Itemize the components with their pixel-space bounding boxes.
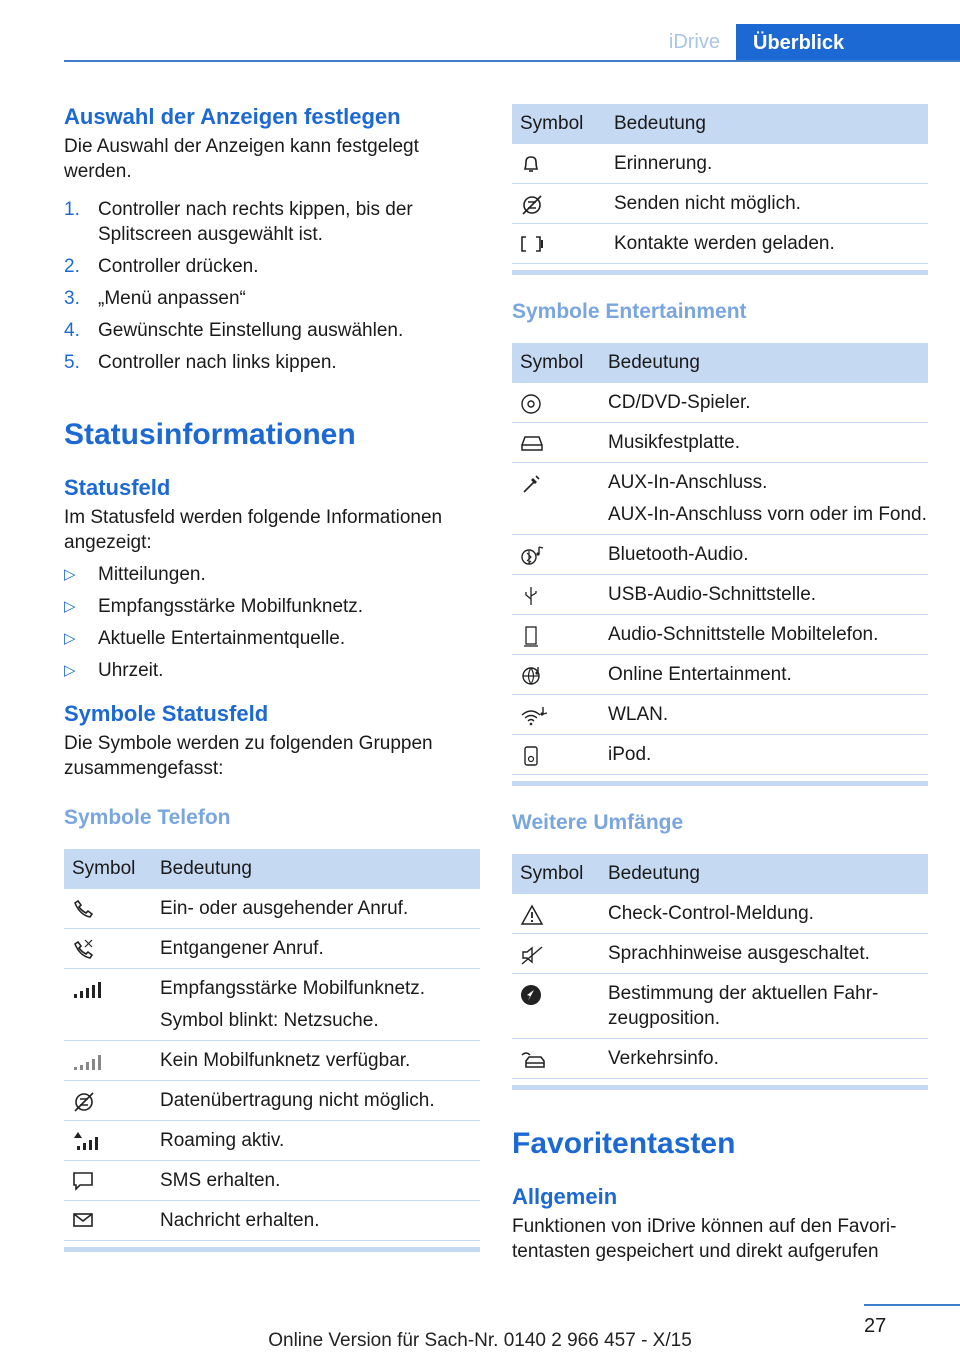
row-text: Erinnerung. [606, 144, 928, 184]
table-row [512, 575, 928, 615]
missed-call-icon [72, 939, 94, 959]
row-text: Verkehrsinfo. [600, 1039, 928, 1079]
data-blocked-icon [72, 1091, 96, 1113]
left-column [64, 100, 480, 1252]
row-text: USB-Audio-Schnittstelle. [600, 575, 928, 615]
table-row [64, 1201, 480, 1241]
weitere-umfaenge-heading: Weitere Umfänge [512, 811, 684, 834]
table-row [64, 929, 480, 969]
table-row [512, 695, 928, 735]
row-text: Bestimmung der aktuellen Fahr-zeugposition. [600, 974, 928, 1039]
table-row [512, 655, 928, 695]
table-end-rule [512, 1085, 928, 1090]
header-rule [64, 60, 960, 62]
phone-icon [72, 899, 94, 919]
footer-text: Online Version für Sach-Nr. 0140 2 966 457 - X/15 [268, 1330, 692, 1351]
header-tab-ueberblick: Überblick [736, 24, 960, 62]
table-row [512, 144, 928, 184]
aux-icon [520, 473, 542, 495]
page-number: 27 [864, 1304, 960, 1346]
auswahl-heading: Auswahl der Anzeigen festlegen [64, 104, 401, 129]
harddisk-icon [520, 433, 544, 453]
list-item: ▷ Mitteilungen. [64, 564, 206, 585]
table-end-rule [64, 1247, 480, 1252]
sms-icon [72, 1171, 94, 1191]
row-text: Online Entertainment. [600, 655, 928, 695]
bluetooth-audio-icon [520, 545, 546, 567]
table-row [512, 423, 928, 463]
no-network-icon [72, 1051, 102, 1071]
row-text: iPod. [600, 735, 928, 775]
col-symbol: Symbol [512, 343, 600, 383]
traffic-info-icon [520, 1049, 548, 1071]
step-item: 4. Gewünschte Einstellung auswählen. [64, 320, 404, 341]
auswahl-steps [64, 197, 480, 375]
list-item: ▷ Uhrzeit. [64, 660, 164, 681]
row-text: Empfangsstärke Mobilfunknetz. Symbol blinkt: Netzsuche. [152, 969, 480, 1041]
auswahl-intro: Die Auswahl der Anzeigen kann festgelegt werden. [64, 136, 419, 182]
cd-icon [520, 393, 542, 415]
table-row [64, 969, 480, 1041]
symbole-statusfeld-heading: Symbole Statusfeld [64, 701, 269, 726]
row-text: Check-Control-Meldung. [600, 894, 928, 934]
bell-icon [520, 154, 542, 174]
row-text: Entgangener Anruf. [152, 929, 480, 969]
contacts-loading-icon [520, 234, 544, 254]
col-symbol: Symbol [512, 854, 600, 894]
row-text: Sprachhinweise ausgeschaltet. [600, 934, 928, 974]
favoritentasten-heading: Favoritentasten [512, 1127, 736, 1160]
table-row [64, 1041, 480, 1081]
warning-icon [520, 904, 544, 926]
table-row [512, 224, 928, 264]
col-symbol: Symbol [64, 849, 152, 889]
allgemein-heading: Allgemein [512, 1184, 618, 1209]
list-item: ▷ Empfangsstärke Mobilfunknetz. [64, 596, 364, 617]
weitere-table [512, 854, 928, 1079]
row-text: Nachricht erhalten. [152, 1201, 480, 1241]
table-row [512, 184, 928, 224]
row-text: Musikfestplatte. [600, 423, 928, 463]
mobile-phone-icon [520, 625, 542, 647]
usb-icon [520, 585, 542, 607]
statusfeld-bullets [64, 562, 480, 683]
row-text: Ein- oder ausgehender Anruf. [152, 889, 480, 929]
signal-strength-icon [72, 979, 102, 999]
col-bedeutung: Bedeutung [600, 854, 928, 894]
row-text: Roaming aktiv. [152, 1121, 480, 1161]
row-text: Bluetooth-Audio. [600, 535, 928, 575]
entertainment-table [512, 343, 928, 775]
table-header [512, 854, 928, 894]
table-end-rule [512, 781, 928, 786]
symbole-telefon-heading: Symbole Telefon [64, 806, 231, 829]
table-row [512, 974, 928, 1039]
row-text: Senden nicht möglich. [606, 184, 928, 224]
step-item: 3. „Menü anpassen“ [64, 288, 246, 309]
statusfeld-heading: Statusfeld [64, 475, 171, 500]
table-row [512, 463, 928, 535]
table-row [512, 615, 928, 655]
table-header [64, 849, 480, 889]
col-bedeutung: Bedeutung [600, 343, 928, 383]
table-row [512, 1039, 928, 1079]
table-row [512, 934, 928, 974]
row-text: Audio-Schnittstelle Mobiltelefon. [600, 615, 928, 655]
row-text: WLAN. [600, 695, 928, 735]
position-icon [520, 984, 542, 1006]
send-blocked-icon [520, 194, 544, 216]
telefon-table [64, 849, 480, 1241]
allgemein-text: Funktionen von iDrive können auf den Favori-tentasten gespeichert und direkt aufgerufen [512, 1216, 897, 1262]
table-row [512, 383, 928, 423]
table-end-rule [512, 270, 928, 275]
step-item: 5. Controller nach links kippen. [64, 352, 337, 373]
table-header [512, 104, 928, 144]
step-item: 2. Controller drücken. [64, 256, 259, 277]
statusinformationen-heading: Statusinformationen [64, 418, 356, 451]
row-text: SMS erhalten. [152, 1161, 480, 1201]
table-row [512, 535, 928, 575]
symbole-entertainment-heading: Symbole Entertainment [512, 300, 747, 323]
online-entertainment-icon [520, 665, 544, 687]
mail-icon [72, 1211, 94, 1229]
row-text: CD/DVD-Spieler. [600, 383, 928, 423]
col-bedeutung: Bedeutung [152, 849, 480, 889]
row-text: AUX-In-Anschluss. AUX-In-Anschluss vorn oder im Fond. [600, 463, 928, 535]
symbole-statusfeld-intro: Die Symbole werden zu folgenden Gruppen zusammengefasst: [64, 733, 433, 779]
table-header [512, 343, 928, 383]
table-row [64, 1121, 480, 1161]
statusfeld-intro: Im Statusfeld werden folgende Informationen angezeigt: [64, 507, 443, 553]
ipod-icon [520, 745, 542, 767]
list-item: ▷ Aktuelle Entertainmentquelle. [64, 628, 346, 649]
row-text: Kontakte werden geladen. [606, 224, 928, 264]
header-tab-idrive: iDrive [668, 31, 720, 53]
telefon-continued-table [512, 104, 928, 264]
table-row [64, 1081, 480, 1121]
right-column [512, 104, 928, 1264]
speech-off-icon [520, 944, 544, 966]
col-symbol: Symbol [512, 104, 606, 144]
roaming-icon [72, 1131, 102, 1151]
row-text: Datenübertragung nicht möglich. [152, 1081, 480, 1121]
row-text: Kein Mobilfunknetz verfügbar. [152, 1041, 480, 1081]
table-row [64, 889, 480, 929]
step-item: 1. Controller nach rechts kippen, bis der Splitscreen ausgewählt ist. [64, 199, 413, 245]
table-row [512, 735, 928, 775]
wlan-icon [520, 705, 548, 727]
table-row [64, 1161, 480, 1201]
table-row [512, 894, 928, 934]
col-bedeutung: Bedeutung [606, 104, 928, 144]
